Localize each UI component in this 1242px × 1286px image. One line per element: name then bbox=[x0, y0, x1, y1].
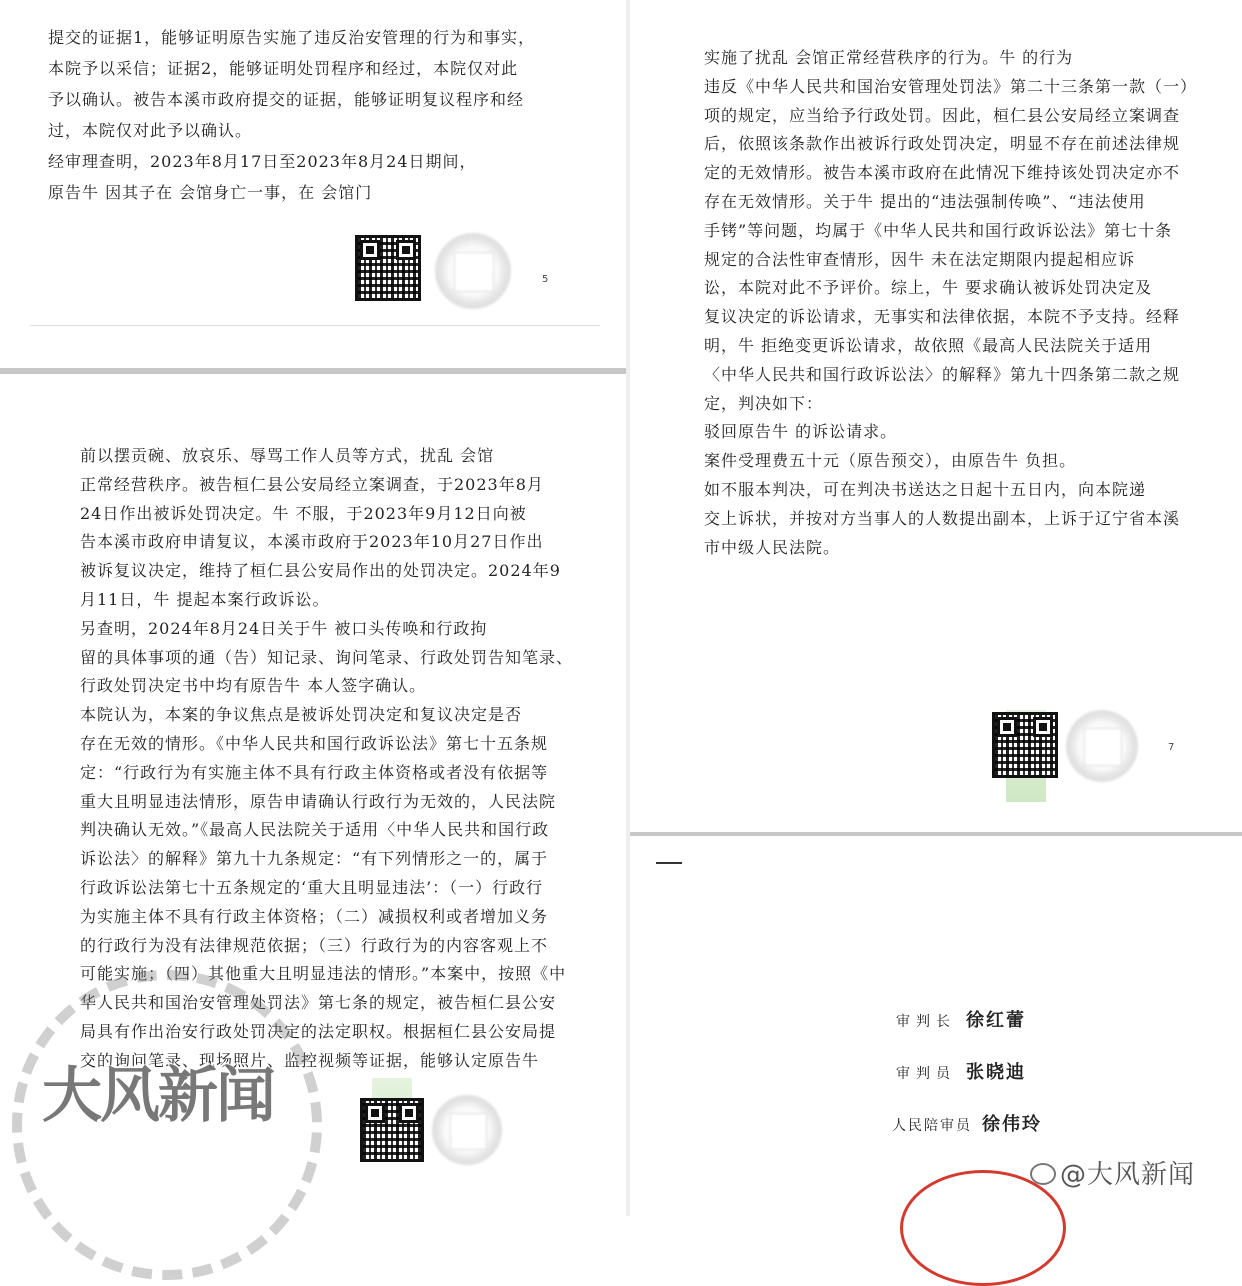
text-line: 市中级人民法院。 bbox=[704, 537, 841, 557]
page-fragment-5 bbox=[30, 0, 600, 326]
signature-name: 徐伟玲 bbox=[982, 1114, 1042, 1135]
text-line: 违反《中华人民共和国治安管理处罚法》第二十三条第一款（一） bbox=[704, 76, 1198, 96]
text-line: 定的无效情形。被告本溪市政府在此情况下维持该处罚决定亦不 bbox=[704, 163, 1181, 183]
text-line: 前以摆贡碗、放哀乐、辱骂工作人员等方式，扰乱 会馆 bbox=[80, 446, 495, 465]
signature-role: 审判员 bbox=[896, 1066, 956, 1082]
text-line: 存在无效情形。关于牛 提出的“违法强制传唤”、“违法使用 bbox=[704, 191, 1146, 211]
text-line: 原告牛 因其子在 会馆身亡一事，在 会馆门 bbox=[48, 183, 373, 202]
text-line: 诉讼法〉的解释》第九十九条规定：“有下列情形之一的，属于 bbox=[80, 849, 549, 869]
text-line: 案件受理费五十元（原告预交），由原告牛 负担。 bbox=[704, 451, 1077, 471]
text-line: 予以确认。被告本溪市政府提交的证据，能够证明复议程序和经 bbox=[48, 90, 525, 109]
text-line: 手铐”等问题，均属于《中华人民共和国行政诉讼法》第七十条 bbox=[704, 220, 1173, 240]
text-line: 如不服本判决，可在判决书送达之日起十五日内，向本院递 bbox=[704, 479, 1147, 499]
text-line: 正常经营秩序。被告桓仁县公安局经立案调查，于2023年8月 bbox=[80, 474, 544, 494]
text-line: 项的规定，应当给予行政处罚。因此，桓仁县公安局经立案调查 bbox=[704, 105, 1181, 125]
qr-code bbox=[992, 712, 1058, 778]
weibo-watermark bbox=[1030, 1154, 1195, 1191]
text-line: 后，依照该条款作出被诉行政处罚决定，明显不存在前述法律规 bbox=[704, 134, 1181, 154]
text-line: 交的询问笔录、现场照片、监控视频等证据，能够认定原告牛 bbox=[80, 1050, 540, 1070]
text-line: 规定的合法性审查情形，因牛 未在法定期限内提起相应诉 bbox=[704, 249, 1136, 269]
text-line: 的行政行为没有法律规范依据；（三）行政行为的内容客观上不 bbox=[80, 935, 549, 955]
text-line: 存在无效的情形。《中华人民共和国行政诉讼法》第七十五条规 bbox=[80, 733, 549, 753]
text-line: 讼，本院对此不予评价。综上，牛 要求确认被诉处罚决定及 bbox=[704, 278, 1153, 298]
text-line: 另查明，2024年8月24日关于牛 被口头传唤和行政拘 bbox=[80, 618, 488, 638]
text-line: 可能实施；（四）其他重大且明显违法的情形。”本案中，按照《中 bbox=[80, 964, 567, 984]
text-line: 复议决定的诉讼请求，无事实和法律依据，本院不予支持。经释 bbox=[704, 307, 1181, 327]
signature-row bbox=[896, 1058, 1026, 1084]
separator-vertical bbox=[626, 0, 630, 1216]
text-line: 定，判决如下： bbox=[704, 393, 824, 413]
page-7-text bbox=[704, 44, 1197, 562]
blurred-seal bbox=[432, 1095, 502, 1165]
text-line: 经审理查明，2023年8月17日至2023年8月24日期间， bbox=[48, 152, 477, 171]
weibo-handle: @大风新闻 bbox=[1060, 1160, 1196, 1190]
text-line: 本院予以采信；证据2，能够证明处罚程序和经过，本院仅对此 bbox=[48, 59, 519, 78]
page-number: 5 bbox=[542, 274, 549, 285]
text-line: 告本溪市政府申请复议，本溪市政府于2023年10月27日作出 bbox=[80, 532, 544, 552]
blurred-seal bbox=[435, 233, 511, 309]
text-line: 24日作出被诉处罚决定。牛 不服，于2023年9月12日向被 bbox=[80, 503, 527, 523]
qr-code bbox=[360, 1098, 424, 1162]
text-line: 留的具体事项的通（告）知记录、询问笔录、行政处罚告知笔录、 bbox=[80, 647, 574, 667]
page-5-text bbox=[48, 22, 535, 208]
signature-name: 张晓迪 bbox=[966, 1062, 1026, 1083]
text-line: 判决确认无效。”《最高人民法院关于适用〈中华人民共和国行政 bbox=[80, 820, 550, 840]
text-line: 为实施主体不具有行政主体资格；（二）减损权利或者增加义务 bbox=[80, 906, 549, 926]
text-line: 提交的证据1，能够证明原告实施了违反治安管理的行为和事实， bbox=[48, 28, 536, 47]
text-line: 明，牛 拒绝变更诉讼请求，故依照《最高人民法院关于适用 bbox=[704, 335, 1153, 355]
text-line: 交上诉状，并按对方当事人的人数提出副本，上诉于辽宁省本溪 bbox=[704, 508, 1181, 528]
signature-role: 人民陪审员 bbox=[892, 1118, 972, 1134]
signature-name: 徐红蕾 bbox=[966, 1010, 1026, 1031]
weibo-icon bbox=[1030, 1163, 1056, 1185]
text-line: 局具有作出治安行政处罚决定的法定职权。根据桓仁县公安局提 bbox=[80, 1021, 557, 1041]
text-line: 重大且明显违法情形，原告申请确认行政行为无效的，人民法院 bbox=[80, 791, 557, 811]
page-fragment-7 bbox=[650, 10, 1206, 810]
text-line: 定：“行政行为有实施主体不具有行政主体资格或者没有依据等 bbox=[80, 762, 549, 782]
blurred-seal bbox=[1066, 710, 1138, 782]
signature-row bbox=[896, 1006, 1026, 1032]
text-line: 行政诉讼法第七十五条规定的‘重大且明显违法’：（一）行政行 bbox=[80, 877, 544, 897]
text-line: 华人民共和国治安管理处罚法》第七条的规定，被告桓仁县公安 bbox=[80, 993, 557, 1013]
separator-right bbox=[630, 832, 1242, 836]
text-line: 本院认为，本案的争议焦点是被诉处罚决定和复议决定是否 bbox=[80, 705, 523, 725]
watermark-logo-text: 大风新闻 bbox=[42, 1061, 274, 1131]
text-line: 驳回原告牛 的诉讼请求。 bbox=[704, 422, 898, 442]
page-number: 7 bbox=[1168, 742, 1175, 753]
signature-row bbox=[892, 1110, 1042, 1136]
text-line: 行政处罚决定书中均有原告牛 本人签字确认。 bbox=[80, 676, 427, 696]
header-rule bbox=[656, 862, 682, 864]
qr-code bbox=[355, 235, 421, 301]
text-line: 月11日，牛 提起本案行政诉讼。 bbox=[80, 589, 330, 609]
separator-top-left bbox=[0, 368, 626, 374]
signature-role: 审判长 bbox=[896, 1014, 956, 1030]
text-line: 实施了扰乱 会馆正常经营秩序的行为。牛 的行为 bbox=[704, 48, 1074, 67]
text-line: 过，本院仅对此予以确认。 bbox=[48, 121, 253, 140]
text-line: 被诉复议决定，维持了桓仁县公安局作出的处罚决定。2024年9 bbox=[80, 561, 561, 581]
text-line: 〈中华人民共和国行政诉讼法〉的解释》第九十四条第二款之规 bbox=[704, 364, 1181, 384]
